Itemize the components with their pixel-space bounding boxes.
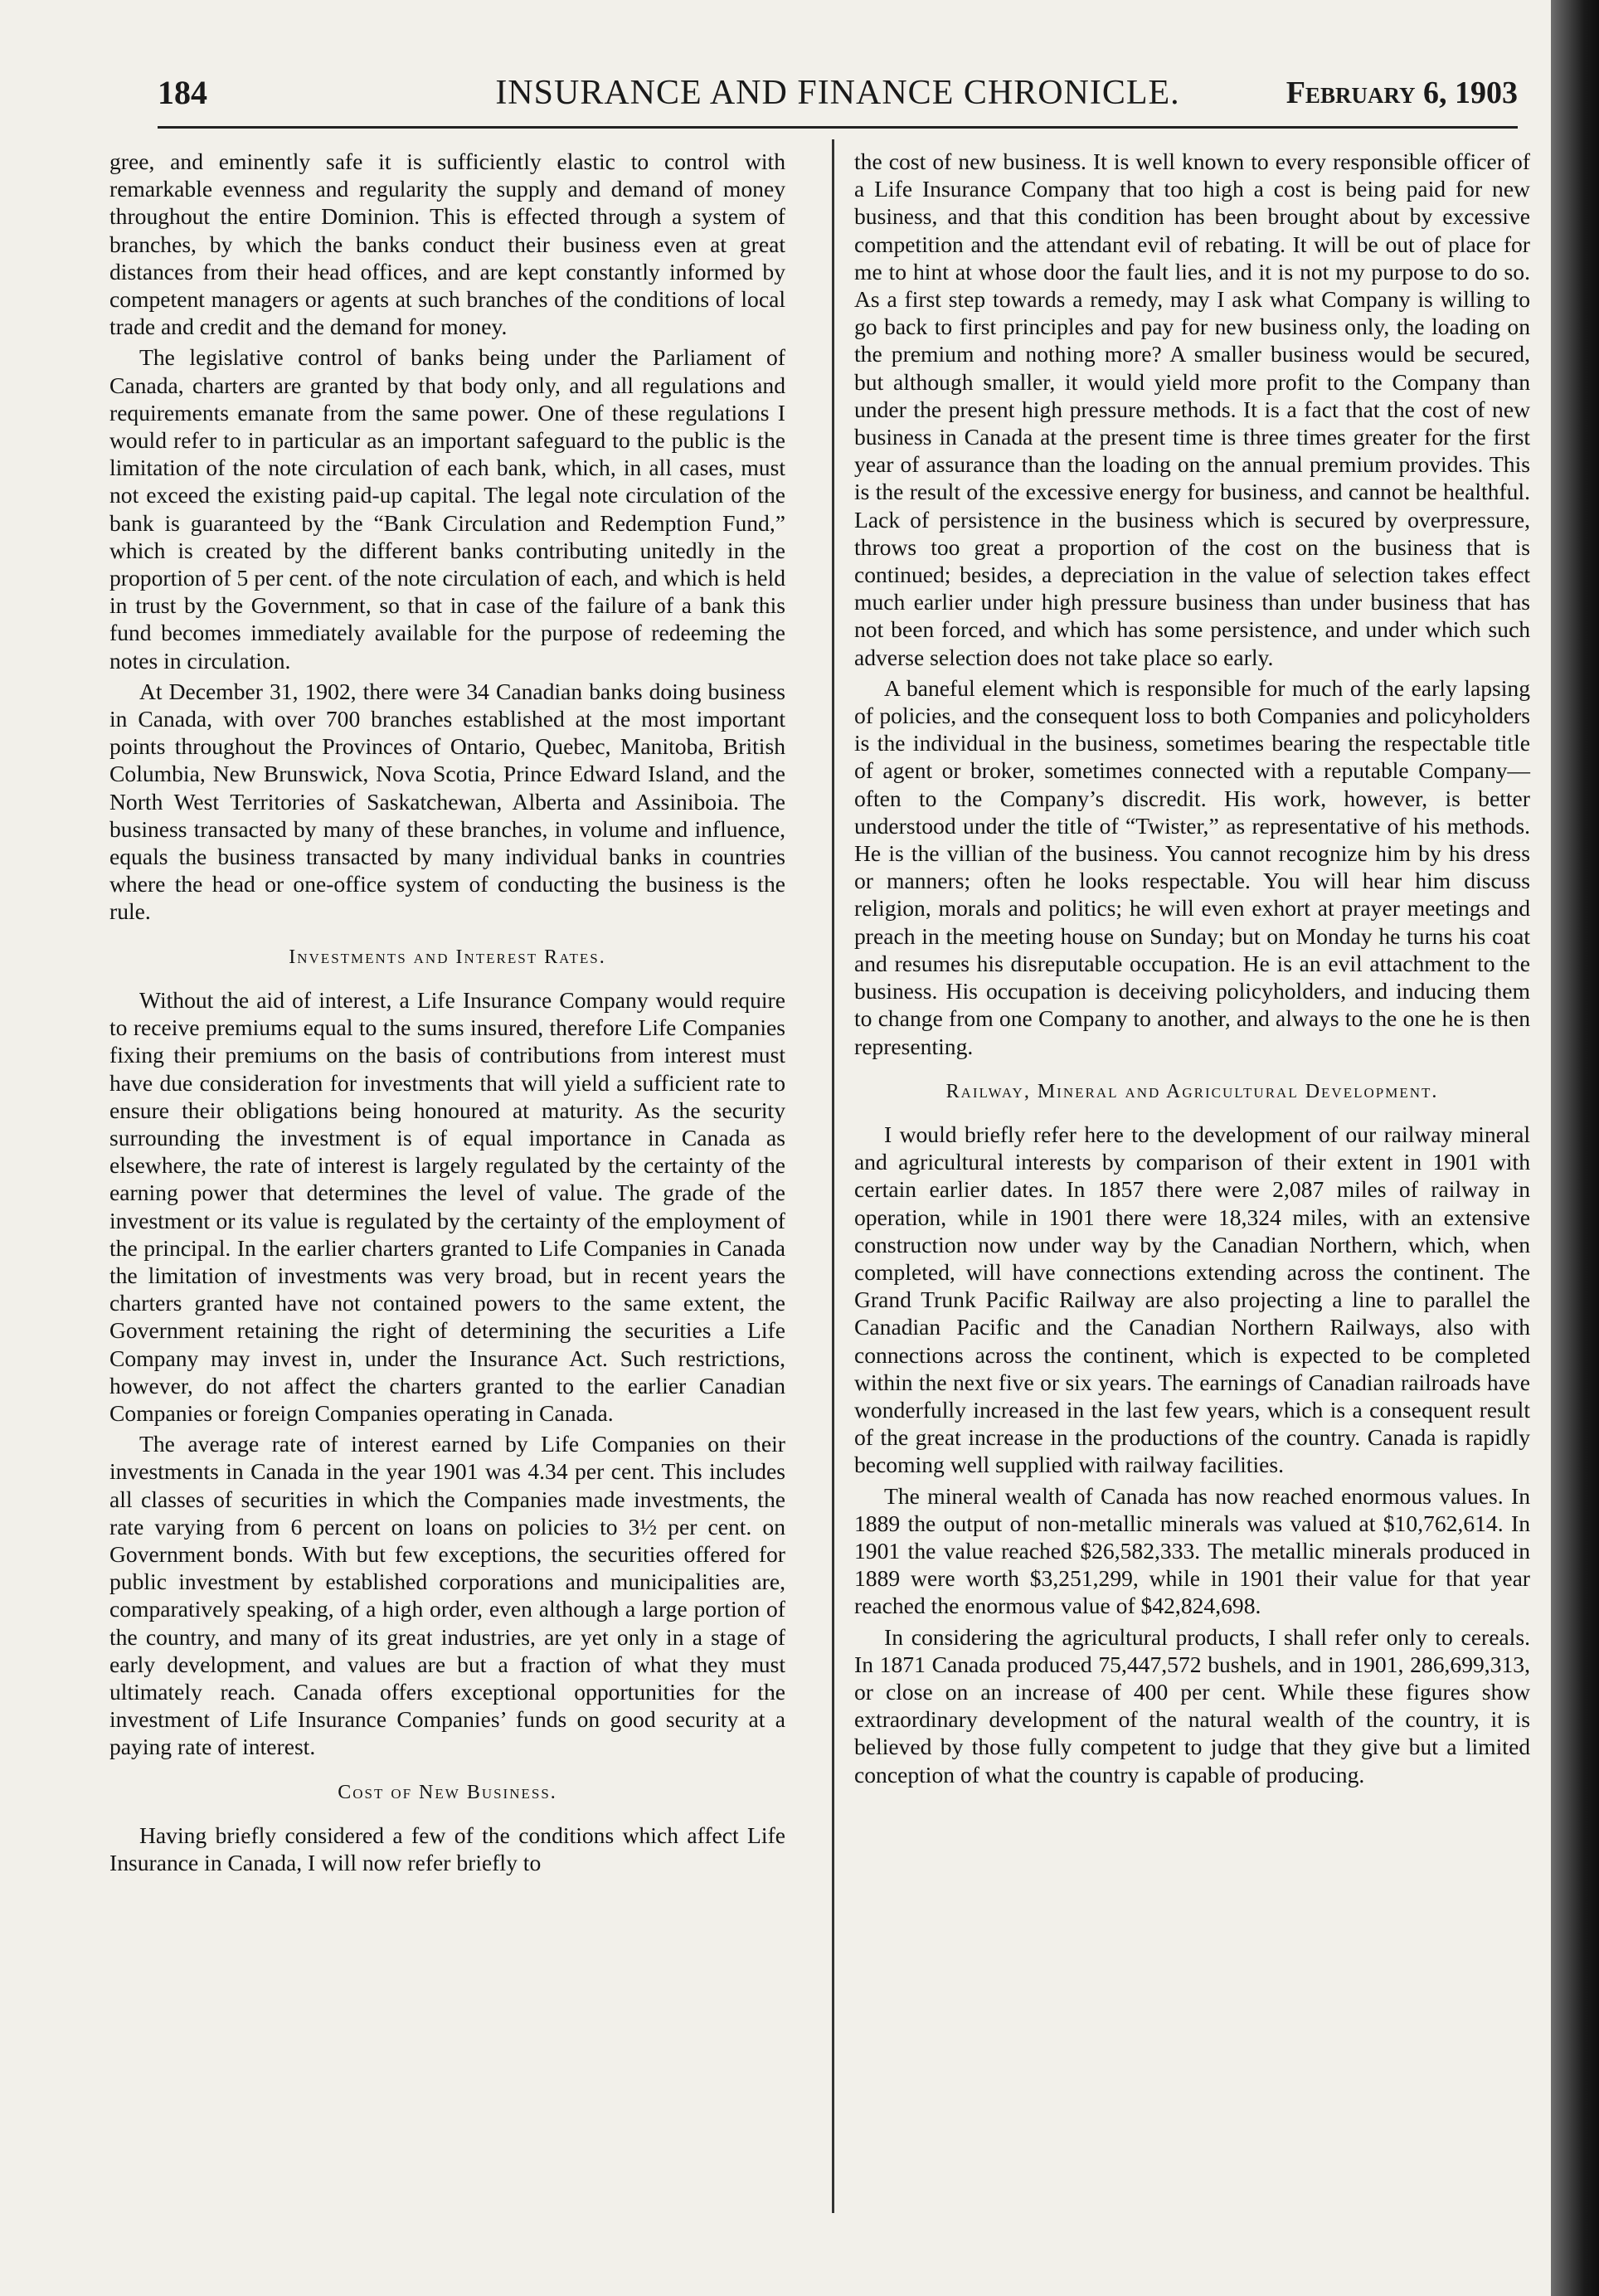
paragraph: The average rate of interest earned by Life Companies on their investments in Canada in the year 1901 was 4.34 per cent. This includes all classes of securities in which the Companies made investments, the rate varying from 6 percent on loans on policies to 3½ per cent. on Government bonds. With but few exceptions, the securities offered for public investment by established corporations and municipalities are, comparatively speaking, of a high order, even although a large portion of the country, and many of its great industries, are yet only in a stage of early development, and values are but a fraction of what they must ultimately reach. Canada offers exceptional opportunities for the investment of Life Insurance Companies’ funds on good security at a paying rate of interest. [109, 1431, 785, 1760]
paragraph: A baneful element which is responsible for much of the early lapsing of policies, and the consequent loss to both Companies and policyholders is the individual in the business, sometimes bearing the respectable title of agent or broker, sometimes connected with a reputable Company—often to the Company’s discredit. His work, however, is better understood under the title of “Twister,” as representative of his methods. He is the villian of the business. You cannot recognize him by his dress or manners; often he looks respectable. You will hear him discuss religion, morals and politics; he will even exhort at prayer meetings and preach in the meeting house on Sunday; but on Monday he turns his coat and resumes his disreputable occupation. He is an evil attachment to the business. His occupation is deceiving policyholders, and inducing them to change from one Company to another, and always to the one he is then representing. [854, 674, 1530, 1059]
publication-title: INSURANCE AND FINANCE CHRONICLE. [495, 74, 1180, 112]
section-heading: Cost of New Business. [338, 1781, 557, 1803]
header-rule [158, 126, 1518, 129]
paragraph: Having briefly considered a few of the conditions which affect Life Insurance in Canada, I will now refer briefly to [109, 1822, 785, 1875]
paragraph: Without the aid of interest, a Life Insurance Company would require to receive premiums equal to the sums insured, therefore Life Companies fixing their premiums on the basis of contributions from interest must have due consideration for investments that will yield a sufficient rate to ensure their obligations being honoured at maturity. As the security surrounding the investment is of equal importance in Canada as elsewhere, the rate of interest is largely regulated by the certainty of the earning power that determines the level of value. The grade of the investment or its value is regulated by the certainty of the employment of the principal. In the earlier charters granted to Life Companies in Canada the limitation of investments was very broad, but in recent years the charters granted have not contained powers to the same extent, the Government retaining the right of determining the securities a Life Company may invest in, under the Insurance Act. Such restrictions, however, do not affect the charters granted to the earlier Canadian Companies or foreign Companies operating in Canada. [109, 986, 785, 1426]
column-divider [832, 139, 834, 2213]
left-column [109, 148, 785, 1880]
paragraph: The mineral wealth of Canada has now reached enormous values. In 1889 the output of non-metallic minerals was valued at $10,762,614. In 1901 the value reached $26,582,333. The metallic minerals produced in 1889 were worth $3,251,299, while in 1901 their value for that year reached the enormous value of $42,824,698. [854, 1482, 1530, 1619]
paragraph: the cost of new business. It is well known to every responsible officer of a Life Insurance Company that too high a cost is being paid for new business, and that this condition has been brought about by excessive competition and the attendant evil of rebating. It will be out of place for me to hint at whose door the fault lies, and it is not my purpose to do so. As a first step towards a remedy, may I ask what Company is willing to go back to first principles and pay for new business only, the loading on the premium and nothing more? A smaller business would be secured, but although smaller, it would yield more profit to the Company than under the present high pressure methods. It is a fact that the cost of new business in Canada at the present time is three times greater for the first year of assurance than the loading on the annual premium provides. This is the result of the excessive energy for business, and cannot be healthful. Lack of persistence in the business which is secured by overpressure, throws too great a proportion of the cost on the business that is continued; besides, a depreciation in the value of selection takes effect much earlier under high pressure business than under business that has not been forced, and which has some persistence, and under which such adverse selection does not take place so early. [854, 148, 1530, 670]
section-heading: Railway, Mineral and Agricultural Development. [945, 1080, 1439, 1102]
page-edge-shadow [1551, 0, 1599, 2296]
right-column [854, 148, 1530, 1792]
issue-date: February 6, 1903 [1286, 75, 1518, 110]
paragraph: At December 31, 1902, there were 34 Canadian banks doing business in Canada, with over 700 branches established at the most important points throughout the Provinces of Ontario, Quebec, Manitoba, British Columbia, New Brunswick, Nova Scotia, Prince Edward Island, and the North West Territories of Saskatchewan, Alberta and Assiniboia. The business transacted by many of these branches, in volume and influence, equals the business transacted by many individual banks in countries where the head or one-office system of conducting the business is the rule. [109, 678, 785, 925]
paragraph: The legislative control of banks being under the Parliament of Canada, charters are granted by that body only, and all regulations and requirements emanate from the same power. One of these regulations I would refer to in particular as an important safeguard to the public is the limitation of the note circulation of each bank, which, in all cases, must not exceed the existing paid-up capital. The legal note circulation of the bank is guaranteed by the “Bank Circulation and Redemption Fund,” which is created by the different banks contributing unitedly in the proportion of 5 per cent. of the note circulation of each, and which is held in trust by the Government, so that in case of the failure of a bank this fund becomes immediately available for the purpose of redeeming the notes in circulation. [109, 344, 785, 674]
page-number: 184 [158, 74, 207, 111]
paragraph: gree, and eminently safe it is sufficiently elastic to control with remarkable evenness and regularity the supply and demand of money throughout the entire Dominion. This is effected through a system of branches, by which the banks conduct their business even at great distances from their head offices, and are kept constantly informed by competent managers or agents at such branches of the conditions of local trade and credit and the demand for money. [109, 148, 785, 340]
paragraph: In considering the agricultural products, I shall refer only to cereals. In 1871 Canada produced 75,447,572 bushels, and in 1901, 286,699,313, or close on an increase of 400 per cent. While these figures show extraordinary development of the natural wealth of the country, it is believed by those fully competent to judge that they give but a limited conception of what the country is capable of producing. [854, 1623, 1530, 1788]
section-heading: Investments and Interest Rates. [289, 946, 606, 968]
page-header [158, 73, 1518, 123]
paragraph: I would briefly refer here to the development of our railway mineral and agricultural interests by comparison of their extent in 1901 with certain earlier dates. In 1857 there were 2,087 miles of railway in operation, while in 1901 there were 18,324 miles, with an extensive construction now under way by the Canadian Northern, which, when completed, will have connections extending across the continent. The Grand Trunk Pacific Railway are also projecting a line to parallel the Canadian Pacific and the Canadian Northern Railways, also with connections across the continent, which is expected to be completed within the next five or six years. The earnings of Canadian railroads have wonderfully increased in the last few years, which is a consequent result of the great increase in the productions of the country. Canada is rapidly becoming well supplied with railway facilities. [854, 1121, 1530, 1478]
